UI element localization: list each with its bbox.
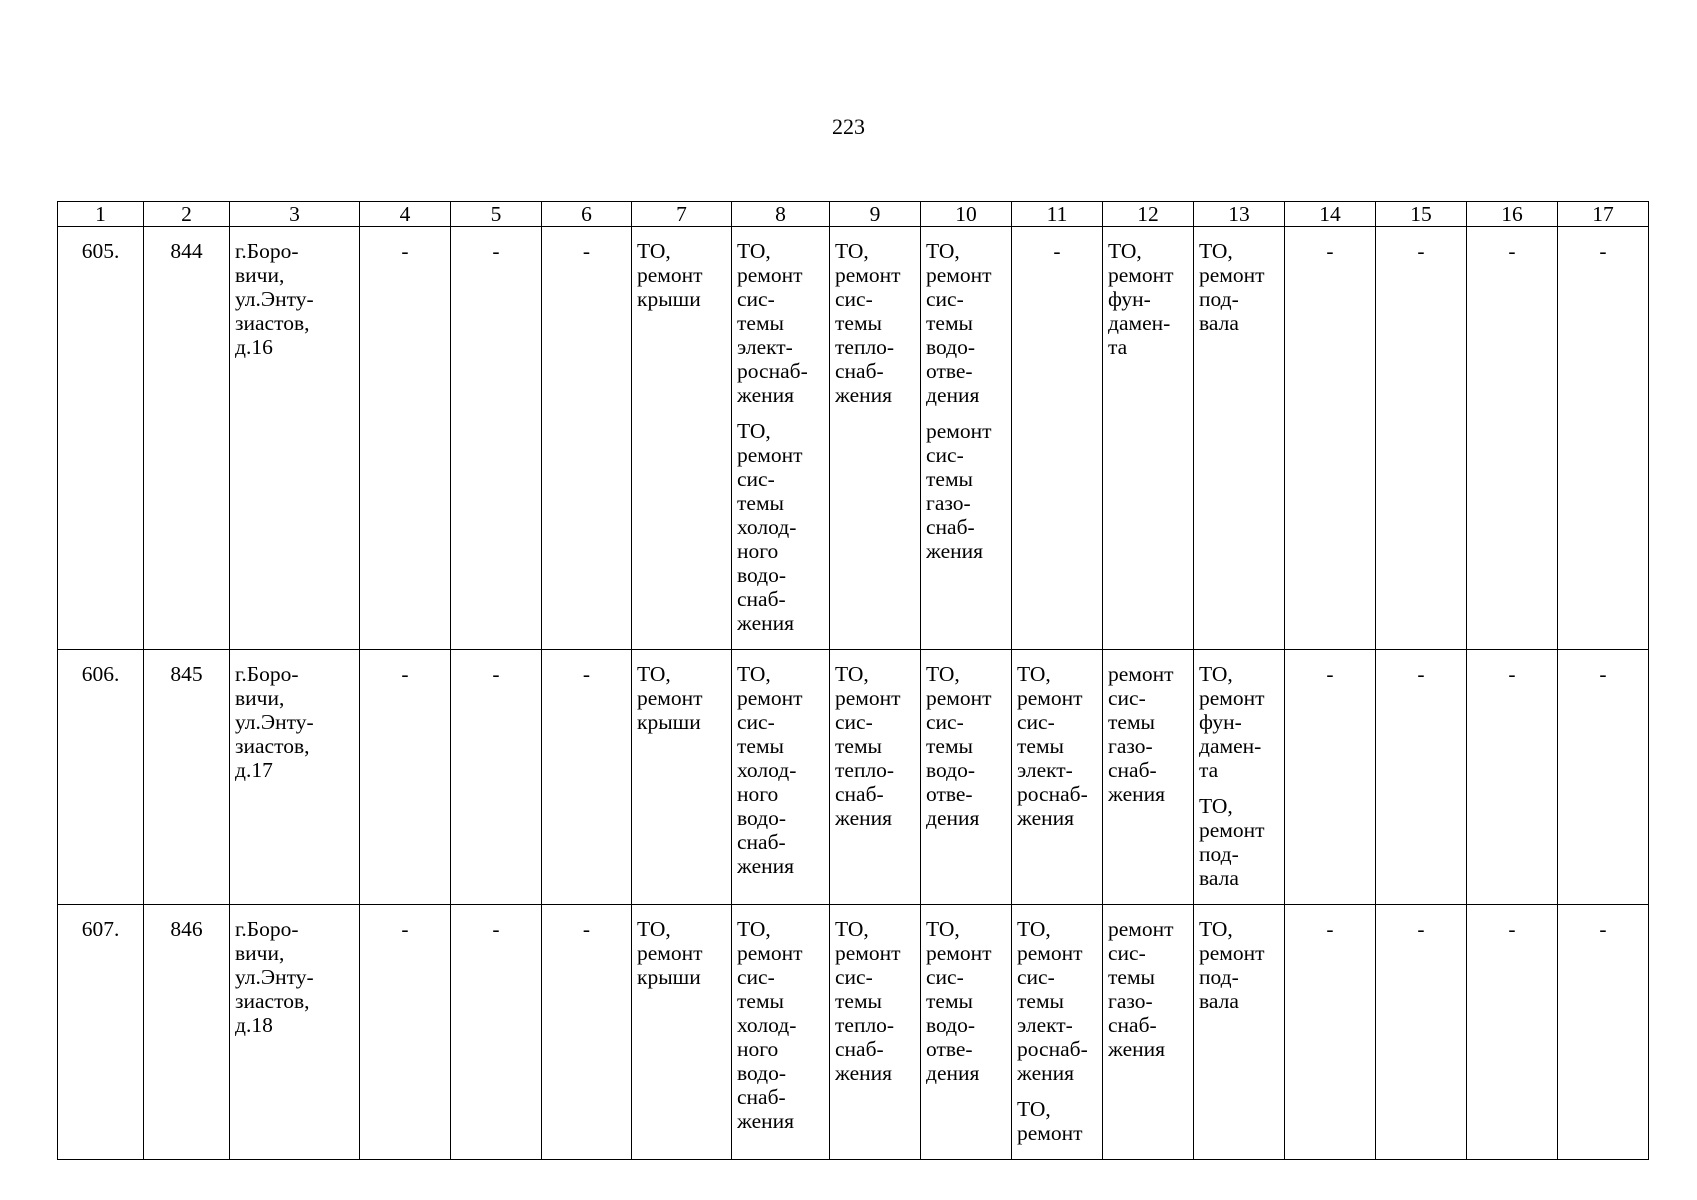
address-line: вичи, xyxy=(235,263,285,287)
building-address xyxy=(230,905,360,1160)
work-item-line: ного xyxy=(737,539,779,563)
work-item-line: темы xyxy=(835,734,882,758)
work-item xyxy=(737,419,826,635)
work-item-line: жения xyxy=(835,383,893,407)
cell-col-11: - xyxy=(1012,227,1103,650)
work-item-line: ТО, xyxy=(1017,1097,1051,1121)
work-item-line: ремонт xyxy=(737,941,803,965)
work-item-line: ного xyxy=(737,1037,779,1061)
work-item-line: ТО, xyxy=(835,662,869,686)
column-header: 3 xyxy=(230,202,360,227)
work-item-line: жения xyxy=(1108,1037,1166,1061)
row-number: 606. xyxy=(58,650,144,905)
work-item-line: дения xyxy=(926,806,980,830)
work-item-line: темы xyxy=(835,311,882,335)
work-item-line: ремонт xyxy=(637,686,703,710)
work-item-line: ТО, xyxy=(737,917,771,941)
work-item-line: жения xyxy=(1108,782,1166,806)
work-item-line: отве- xyxy=(926,359,973,383)
work-item xyxy=(1108,662,1190,806)
cell-col-4: - xyxy=(360,650,451,905)
work-item-line: водо- xyxy=(926,335,975,359)
work-item-line: водо- xyxy=(926,758,975,782)
work-item-line: крыши xyxy=(637,965,701,989)
work-item-line: ремонт xyxy=(1108,917,1174,941)
work-item-line: темы xyxy=(835,989,882,1013)
work-item xyxy=(1199,662,1281,782)
work-item xyxy=(637,239,728,311)
work-item-line: ТО, xyxy=(637,239,671,263)
work-item-line: ТО, xyxy=(1199,662,1233,686)
work-item-line: снаб- xyxy=(835,1037,884,1061)
cell-col-16: - xyxy=(1467,905,1558,1160)
work-item-line: вала xyxy=(1199,866,1239,890)
work-item-line: жения xyxy=(737,383,795,407)
work-item-line: дамен- xyxy=(1199,734,1262,758)
work-item-line: ремонт xyxy=(1199,263,1265,287)
cell-col-15: - xyxy=(1376,227,1467,650)
work-item-line: под- xyxy=(1199,965,1239,989)
work-item-line: темы xyxy=(1108,965,1155,989)
cell-col-7 xyxy=(632,227,732,650)
cell-col-12 xyxy=(1103,905,1194,1160)
cell-col-11 xyxy=(1012,905,1103,1160)
work-item-line: ремонт xyxy=(1199,941,1265,965)
work-item xyxy=(835,239,917,407)
work-item-line: вала xyxy=(1199,311,1239,335)
work-item-line: ремонт xyxy=(926,263,992,287)
work-item-line: ремонт xyxy=(737,443,803,467)
cell-col-17: - xyxy=(1558,227,1649,650)
work-item-line: ремонт xyxy=(1199,686,1265,710)
work-item-line: роснаб- xyxy=(737,359,808,383)
work-item-line: ного xyxy=(737,782,779,806)
work-item-line: ремонт xyxy=(1017,686,1083,710)
cell-col-12 xyxy=(1103,227,1194,650)
cell-col-15: - xyxy=(1376,905,1467,1160)
cell-col-8 xyxy=(732,227,830,650)
work-item xyxy=(926,662,1008,830)
address-line: д.17 xyxy=(235,758,273,782)
work-item-line: снаб- xyxy=(1108,1013,1157,1037)
work-item xyxy=(835,917,917,1085)
work-item-line: сис- xyxy=(1108,686,1146,710)
work-item xyxy=(1199,794,1281,890)
work-item-line: под- xyxy=(1199,287,1239,311)
page-number: 223 xyxy=(832,114,865,139)
work-item-line: сис- xyxy=(835,710,873,734)
work-item-line: ремонт xyxy=(737,263,803,287)
work-item xyxy=(926,917,1008,1085)
cell-col-6: - xyxy=(542,650,632,905)
work-item-line: ремонт xyxy=(1108,263,1174,287)
work-item-line: та xyxy=(1199,758,1219,782)
work-item-line: холод- xyxy=(737,1013,797,1037)
table-row xyxy=(58,650,1649,905)
column-header: 6 xyxy=(542,202,632,227)
work-item xyxy=(1017,1097,1099,1145)
work-item-line: фун- xyxy=(1199,710,1242,734)
work-item-line: ремонт xyxy=(1108,662,1174,686)
cell-col-13 xyxy=(1194,650,1285,905)
address-line: ул.Энту- xyxy=(235,965,314,989)
cell-col-5: - xyxy=(451,227,542,650)
cell-col-9 xyxy=(830,650,921,905)
building-code: 844 xyxy=(144,227,230,650)
building-code: 845 xyxy=(144,650,230,905)
works-table xyxy=(57,201,1649,1160)
cell-col-7 xyxy=(632,650,732,905)
cell-col-6: - xyxy=(542,227,632,650)
work-item-line: ТО, xyxy=(737,239,771,263)
work-item-line: ремонт xyxy=(835,941,901,965)
cell-col-15: - xyxy=(1376,650,1467,905)
address-line: вичи, xyxy=(235,941,285,965)
address-line: г.Боро- xyxy=(235,662,299,686)
work-item-line: тепло- xyxy=(835,335,895,359)
work-item-line: ремонт xyxy=(1017,1121,1083,1145)
work-item-line: ТО, xyxy=(637,662,671,686)
work-item-line: газо- xyxy=(926,491,971,515)
cell-col-6: - xyxy=(542,905,632,1160)
work-item-line: элект- xyxy=(1017,1013,1073,1037)
work-item-line: ТО, xyxy=(1199,794,1233,818)
work-item-line: холод- xyxy=(737,515,797,539)
work-item-line: сис- xyxy=(1017,965,1055,989)
column-header: 8 xyxy=(732,202,830,227)
work-item-line: сис- xyxy=(835,965,873,989)
work-item-line: темы xyxy=(737,734,784,758)
work-item-line: холод- xyxy=(737,758,797,782)
work-item-line: сис- xyxy=(737,467,775,491)
work-item-line: ТО, xyxy=(737,662,771,686)
column-number-row xyxy=(58,202,1649,227)
column-header: 14 xyxy=(1285,202,1376,227)
work-item-line: жения xyxy=(737,611,795,635)
work-item-line: снаб- xyxy=(737,830,786,854)
work-item-line: сис- xyxy=(926,443,964,467)
address-line: д.18 xyxy=(235,1013,273,1037)
address-line: зиастов, xyxy=(235,989,310,1013)
work-item xyxy=(737,662,826,878)
work-item-line: темы xyxy=(737,491,784,515)
work-item-line: отве- xyxy=(926,782,973,806)
work-item-line: сис- xyxy=(926,710,964,734)
cell-col-4: - xyxy=(360,905,451,1160)
work-item-line: жения xyxy=(737,1109,795,1133)
address-line: ул.Энту- xyxy=(235,287,314,311)
work-item-line: роснаб- xyxy=(1017,1037,1088,1061)
work-item-line: элект- xyxy=(1017,758,1073,782)
work-item-line: вала xyxy=(1199,989,1239,1013)
work-item-line: ТО, xyxy=(1199,239,1233,263)
work-item-line: ремонт xyxy=(737,686,803,710)
work-item-line: тепло- xyxy=(835,758,895,782)
column-header: 15 xyxy=(1376,202,1467,227)
work-item-line: темы xyxy=(926,467,973,491)
work-item xyxy=(926,419,1008,563)
work-item-line: водо- xyxy=(737,1061,786,1085)
work-item xyxy=(637,917,728,989)
work-item-line: ТО, xyxy=(926,662,960,686)
work-item xyxy=(926,239,1008,407)
cell-col-10 xyxy=(921,650,1012,905)
work-item-line: сис- xyxy=(737,287,775,311)
work-item-line: фун- xyxy=(1108,287,1151,311)
work-item-line: ремонт xyxy=(926,941,992,965)
work-item-line: темы xyxy=(1017,734,1064,758)
cell-col-5: - xyxy=(451,905,542,1160)
work-item-line: темы xyxy=(737,989,784,1013)
building-address xyxy=(230,650,360,905)
cell-col-13 xyxy=(1194,227,1285,650)
cell-col-14: - xyxy=(1285,227,1376,650)
cell-col-13 xyxy=(1194,905,1285,1160)
column-header: 2 xyxy=(144,202,230,227)
work-item-line: темы xyxy=(926,734,973,758)
work-item-line: снаб- xyxy=(737,587,786,611)
cell-col-9 xyxy=(830,905,921,1160)
work-item-line: темы xyxy=(926,989,973,1013)
work-item-line: снаб- xyxy=(926,515,975,539)
column-header: 9 xyxy=(830,202,921,227)
work-item-line: крыши xyxy=(637,287,701,311)
cell-col-9 xyxy=(830,227,921,650)
work-item-line: темы xyxy=(926,311,973,335)
work-item xyxy=(1017,917,1099,1085)
work-item-line: газо- xyxy=(1108,734,1153,758)
address-line: г.Боро- xyxy=(235,239,299,263)
cell-col-10 xyxy=(921,905,1012,1160)
cell-col-8 xyxy=(732,905,830,1160)
work-item xyxy=(1108,239,1190,359)
column-header: 13 xyxy=(1194,202,1285,227)
address-line: д.16 xyxy=(235,335,273,359)
work-item-line: сис- xyxy=(926,965,964,989)
work-item xyxy=(737,917,826,1133)
work-item-line: ремонт xyxy=(637,941,703,965)
work-item-line: ремонт xyxy=(1017,941,1083,965)
cell-col-4: - xyxy=(360,227,451,650)
work-item-line: сис- xyxy=(737,710,775,734)
work-item-line: темы xyxy=(1017,989,1064,1013)
cell-col-8 xyxy=(732,650,830,905)
cell-col-10 xyxy=(921,227,1012,650)
work-item-line: жения xyxy=(835,1061,893,1085)
work-item-line: водо- xyxy=(926,1013,975,1037)
work-item-line: ТО, xyxy=(1108,239,1142,263)
table-row xyxy=(58,227,1649,650)
work-item xyxy=(835,662,917,830)
work-item-line: ТО, xyxy=(637,917,671,941)
work-item-line: дения xyxy=(926,383,980,407)
work-item-line: ТО, xyxy=(737,419,771,443)
work-item xyxy=(1108,917,1190,1061)
work-item xyxy=(1017,662,1099,830)
work-item xyxy=(1199,239,1281,335)
work-item-line: ТО, xyxy=(926,917,960,941)
work-item xyxy=(637,662,728,734)
work-item-line: водо- xyxy=(737,563,786,587)
cell-col-11 xyxy=(1012,650,1103,905)
work-item-line: дения xyxy=(926,1061,980,1085)
cell-col-14: - xyxy=(1285,905,1376,1160)
column-header: 1 xyxy=(58,202,144,227)
work-item-line: снаб- xyxy=(835,782,884,806)
address-line: г.Боро- xyxy=(235,917,299,941)
work-item-line: дамен- xyxy=(1108,311,1171,335)
column-header: 17 xyxy=(1558,202,1649,227)
work-item-line: сис- xyxy=(737,965,775,989)
work-item-line: ремонт xyxy=(926,419,992,443)
cell-col-17: - xyxy=(1558,905,1649,1160)
cell-col-14: - xyxy=(1285,650,1376,905)
table-row xyxy=(58,905,1649,1160)
cell-col-17: - xyxy=(1558,650,1649,905)
work-item-line: жения xyxy=(737,854,795,878)
column-header: 7 xyxy=(632,202,732,227)
column-header: 16 xyxy=(1467,202,1558,227)
row-number: 605. xyxy=(58,227,144,650)
cell-col-12 xyxy=(1103,650,1194,905)
column-header: 10 xyxy=(921,202,1012,227)
work-item-line: отве- xyxy=(926,1037,973,1061)
row-number: 607. xyxy=(58,905,144,1160)
work-item-line: ТО, xyxy=(926,239,960,263)
work-item-line: ремонт xyxy=(835,686,901,710)
building-address xyxy=(230,227,360,650)
cell-col-7 xyxy=(632,905,732,1160)
work-item-line: ТО, xyxy=(835,239,869,263)
work-item-line: водо- xyxy=(737,806,786,830)
work-item-line: жения xyxy=(1017,806,1075,830)
work-item-line: сис- xyxy=(1017,710,1055,734)
cell-col-5: - xyxy=(451,650,542,905)
work-item-line: элект- xyxy=(737,335,793,359)
work-item-line: крыши xyxy=(637,710,701,734)
work-item-line: та xyxy=(1108,335,1128,359)
work-item-line: ТО, xyxy=(835,917,869,941)
work-item xyxy=(1199,917,1281,1013)
building-code: 846 xyxy=(144,905,230,1160)
work-item-line: ТО, xyxy=(1017,917,1051,941)
work-item-line: газо- xyxy=(1108,989,1153,1013)
address-line: зиастов, xyxy=(235,311,310,335)
work-item-line: жения xyxy=(835,806,893,830)
column-header: 4 xyxy=(360,202,451,227)
work-item-line: ремонт xyxy=(637,263,703,287)
work-item-line: ТО, xyxy=(1199,917,1233,941)
work-item-line: сис- xyxy=(1108,941,1146,965)
work-item-line: снаб- xyxy=(737,1085,786,1109)
work-item-line: темы xyxy=(737,311,784,335)
work-item-line: тепло- xyxy=(835,1013,895,1037)
work-item-line: жения xyxy=(1017,1061,1075,1085)
cell-col-16: - xyxy=(1467,227,1558,650)
work-item-line: сис- xyxy=(926,287,964,311)
work-item-line: ремонт xyxy=(926,686,992,710)
work-item-line: снаб- xyxy=(1108,758,1157,782)
work-item-line: ремонт xyxy=(835,263,901,287)
work-item-line: под- xyxy=(1199,842,1239,866)
address-line: зиастов, xyxy=(235,734,310,758)
address-line: вичи, xyxy=(235,686,285,710)
work-item-line: сис- xyxy=(835,287,873,311)
column-header: 12 xyxy=(1103,202,1194,227)
address-line: ул.Энту- xyxy=(235,710,314,734)
work-item-line: снаб- xyxy=(835,359,884,383)
work-item-line: жения xyxy=(926,539,984,563)
work-item xyxy=(737,239,826,407)
work-item-line: ТО, xyxy=(1017,662,1051,686)
work-item-line: роснаб- xyxy=(1017,782,1088,806)
work-item-line: ремонт xyxy=(1199,818,1265,842)
work-item-line: темы xyxy=(1108,710,1155,734)
cell-col-16: - xyxy=(1467,650,1558,905)
column-header: 11 xyxy=(1012,202,1103,227)
column-header: 5 xyxy=(451,202,542,227)
